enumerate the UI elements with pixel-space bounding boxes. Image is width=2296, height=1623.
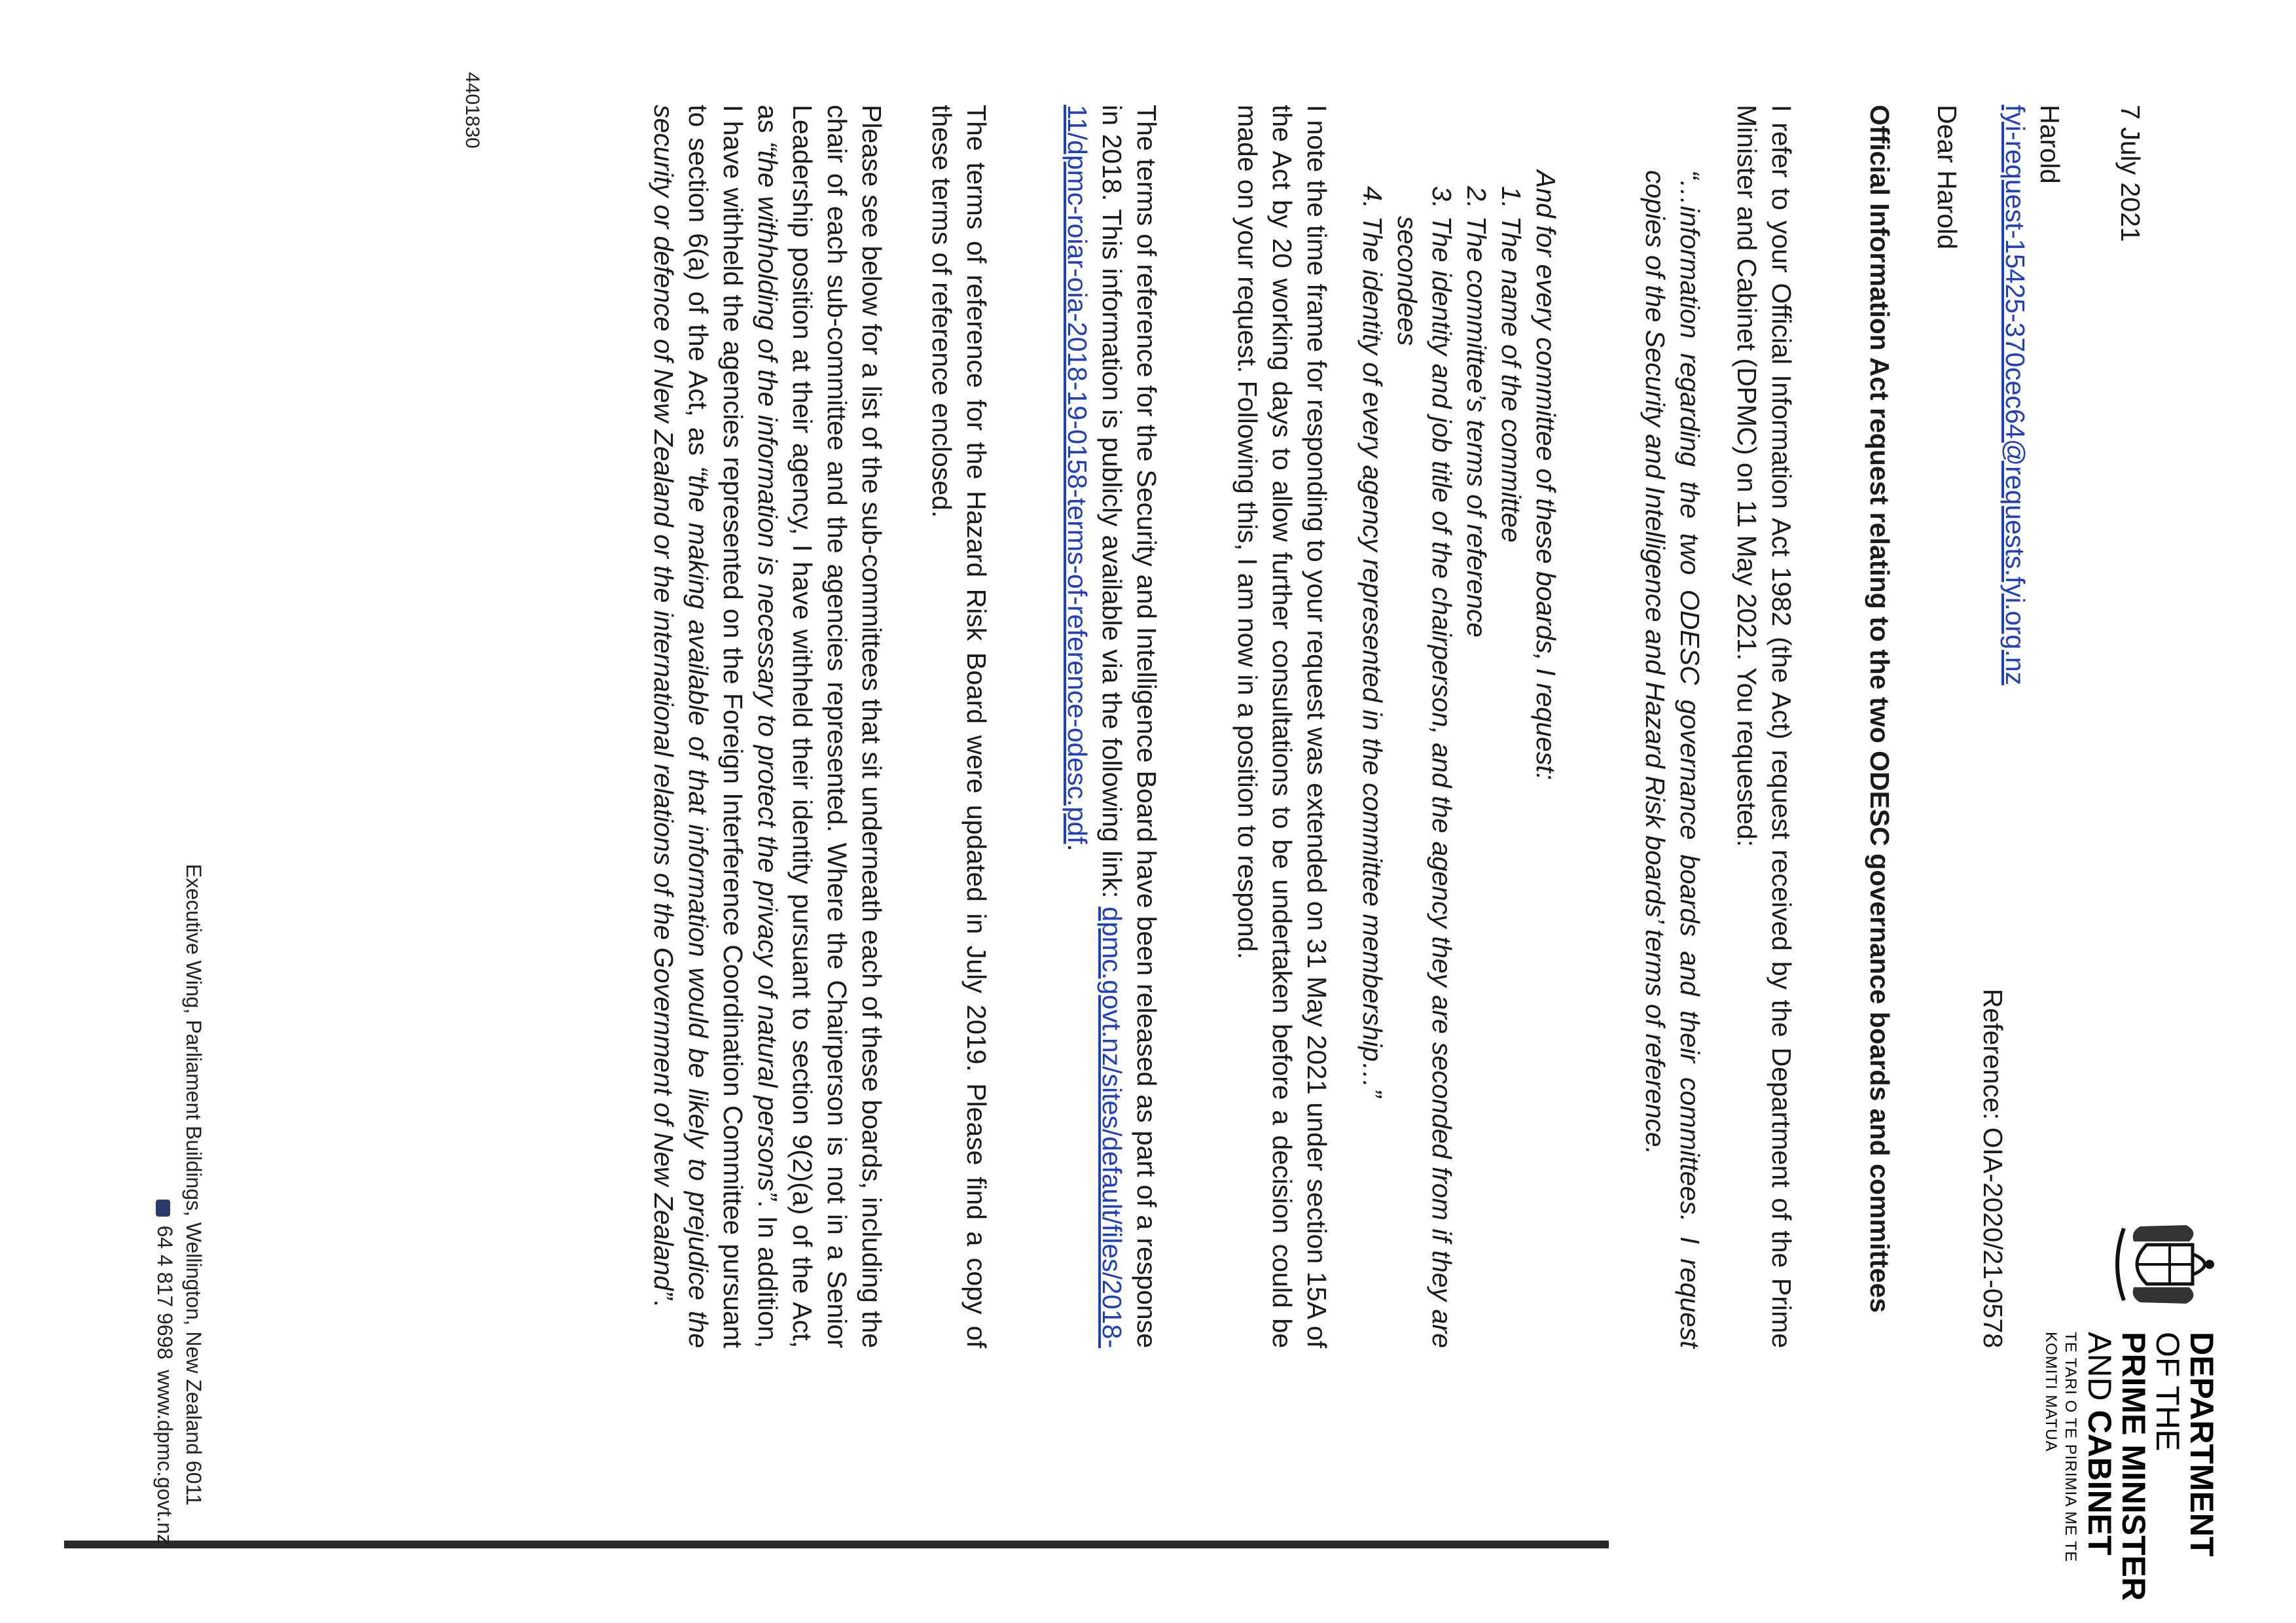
recipient-name: Harold: [2035, 105, 2065, 184]
org-line2-bold-a: PRIME MINISTER: [2115, 1332, 2152, 1601]
subcommittees-quote-privacy: “the withholding of the information is necessary to protect the privacy of natural persons”: [753, 141, 783, 1200]
subcommittees-text-b: . In addition, I have withheld the agencies represented on the Foreign Interference Coordination Committee pursuant to section 6(a) of the Act, as: [683, 105, 783, 1348]
paragraph-subcommittees: [646, 105, 889, 1348]
quote-item: 3. The identity and job title of the chairperson, and the agency they are seconded from if they are secondees: [1390, 216, 1459, 1348]
quote-list: [1355, 170, 1563, 1348]
footer-website[interactable]: www.dpmc.govt.nz: [153, 1370, 177, 1544]
paragraph-security-board-text: The terms of reference for the Security and Intelligence Board have been released as part of a response in 2018. This information is publicly available via the following link:: [1097, 105, 1162, 1348]
footer-contact: [151, 864, 208, 1558]
letterhead-rule: [64, 1541, 1609, 1548]
footer-phone: 64 4 817 9698: [153, 1225, 177, 1360]
paragraph-security-board: [1060, 105, 1164, 1348]
subject-heading: Official Information Act request relating to the two ODESC governance boards and committees: [1865, 105, 1895, 1313]
letter-date: 7 July 2021: [2115, 105, 2145, 242]
quote-item: 1. The name of the committee: [1494, 216, 1528, 1348]
recipient-block: [1998, 105, 2067, 759]
subcommittees-quote-security: “the making available of that information would be likely to prejudice the security or defence of New Zealand or the international relations of the Government of New Zealand”: [649, 105, 713, 1348]
org-line1-rest: OF THE: [2149, 1332, 2186, 1452]
paragraph-extension: I note the time frame for responding to your request was extended on 31 May 2021 under section 15A of the Act by 20 working days to allow further consultations to be undertaken before a decision could be made on your request. Following this, I am now in a position to respond.: [1232, 105, 1332, 1348]
org-maori-name: TE TARI O TE PIRIMIA ME TE KOMITI MATUA: [2042, 1332, 2079, 1563]
footer-address: Executive Wing, Parliament Buildings, Wellington, New Zealand 6011: [182, 864, 206, 1506]
organisation-name: [2041, 1332, 2219, 1607]
paragraph-intro: I refer to your Official Information Act 1982 (the Act) request received by the Department of the Prime Minister and Cabinet (DPMC) on 11 May 2021. You requested:: [1732, 105, 1797, 1348]
terms-of-reference-link[interactable]: dpmc.govt.nz/sites/default/files/2018-11/dpmc-roiar-oia-2018-19-0158-terms-of-reference-odesc.pdf: [1062, 105, 1127, 1348]
org-line2-mid: AND: [2081, 1332, 2118, 1410]
telephone-icon: [156, 1200, 170, 1217]
quote-list-intro: And for every committee of these boards, I request:: [1531, 170, 1561, 781]
paragraph-security-board-end: .: [1062, 844, 1092, 851]
subcommittees-text-c: .: [649, 1299, 679, 1307]
document-id: 4401830: [461, 72, 483, 149]
recipient-email-link[interactable]: fyi-request-15425-370cec64@requests.fyi.org.nz: [2000, 105, 2030, 686]
quote-item: 4. The identity of every agency represented in the committee membership…”: [1355, 216, 1390, 1348]
subcommittees-text-a: Please see below for a list of the sub-committees that sit underneath each of these boards, including the chair of each sub-committee and the agencies represented. Where the Chairperson is not in a Senior Leadership position at their agency, I have withheld their identity pursuant to section 9(2)(a) of the Act, as: [753, 105, 887, 1348]
org-line1-bold: DEPARTMENT: [2183, 1332, 2220, 1557]
quote-request: “…information regarding the two ODESC governance boards and their committees. I request copies of the Security and Intelligence and Hazard Risk boards’ terms of reference.: [1640, 170, 1705, 1348]
paragraph-hazard-board: The terms of reference for the Hazard Risk Board were updated in July 2019. Please find a copy of these terms of reference enclosed.: [927, 105, 992, 1348]
reference-number: Reference: OIA-2020/21-0578: [1978, 988, 2008, 1348]
quote-items: [1355, 170, 1528, 1348]
salutation: Dear Harold: [1932, 105, 1962, 250]
org-line2-bold-b: CABINET: [2081, 1410, 2118, 1556]
quote-item: 2. The committee’s terms of reference: [1459, 216, 1494, 1348]
nz-coat-of-arms-icon: [2108, 1219, 2219, 1310]
